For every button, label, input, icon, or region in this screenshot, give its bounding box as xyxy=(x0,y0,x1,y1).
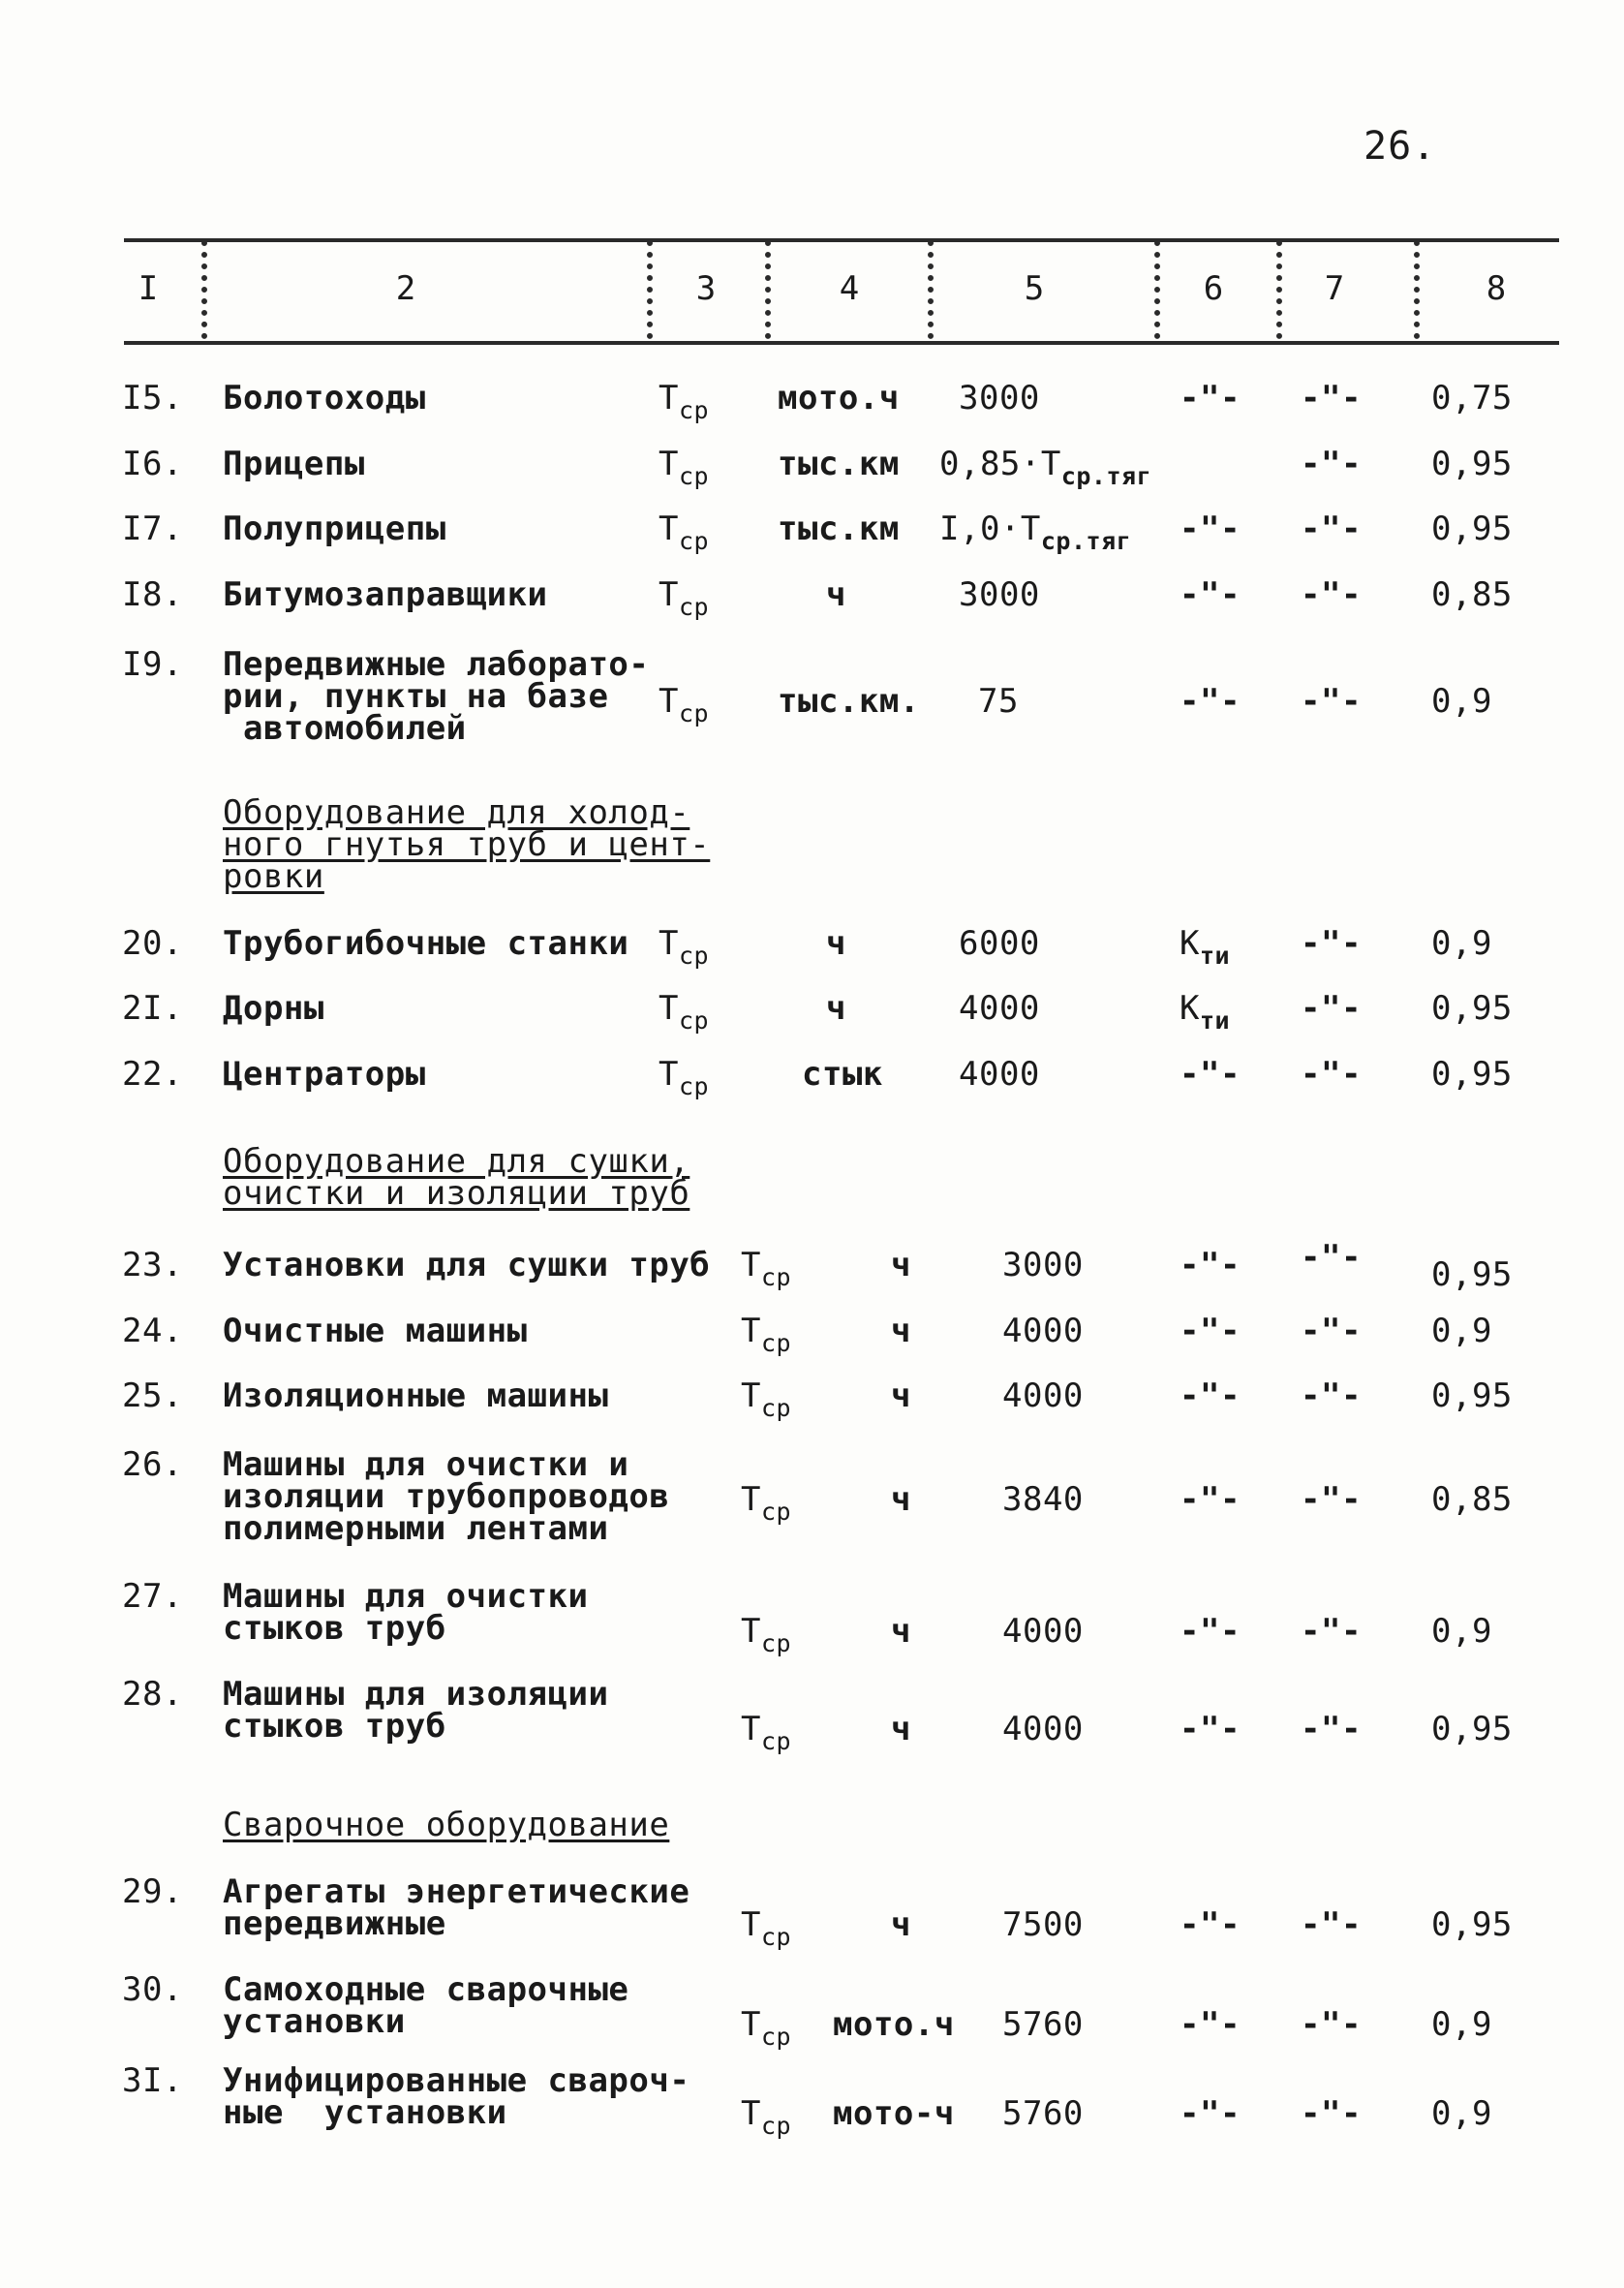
row-number: I6. xyxy=(122,445,183,483)
unit-cell: ч xyxy=(891,1710,911,1748)
column-6-cell xyxy=(1180,1246,1241,1284)
column-6-main: -"- xyxy=(1180,1312,1241,1350)
equipment-name: Трубогибочные станки xyxy=(223,924,629,963)
parameter-subscript: ср xyxy=(678,593,710,621)
column-separator xyxy=(201,240,207,339)
column-6-subscript: ти xyxy=(1199,1006,1231,1035)
equipment-name: Битумозаправщики xyxy=(223,575,548,614)
column-separator xyxy=(928,240,934,339)
page-number: 26. xyxy=(1364,124,1437,169)
column-8-cell: 0,9 xyxy=(1431,924,1492,963)
column-8-cell: 0,9 xyxy=(1431,1612,1492,1651)
equipment-name: Самоходные сварочные установки xyxy=(223,1970,629,2041)
column-7-cell: -"- xyxy=(1301,924,1362,963)
column-8-cell: 0,95 xyxy=(1431,445,1513,483)
row-number: 25. xyxy=(122,1376,183,1415)
unit-cell: мото.ч xyxy=(778,379,900,417)
value-main: 3840 xyxy=(1002,1480,1084,1519)
value-cell xyxy=(1002,1376,1084,1415)
column-8-cell: 0,9 xyxy=(1431,2094,1492,2133)
parameter-cell xyxy=(659,510,710,555)
column-8-cell: 0,95 xyxy=(1431,989,1513,1028)
parameter-cell xyxy=(741,1480,792,1526)
column-6-cell xyxy=(1180,989,1231,1035)
column-header-1: I xyxy=(138,269,159,308)
column-header-8: 8 xyxy=(1486,269,1507,308)
row-number: 27. xyxy=(122,1577,183,1616)
row-number: 24. xyxy=(122,1312,183,1350)
column-6-main: -"- xyxy=(1180,2005,1241,2044)
parameter-subscript: ср xyxy=(678,527,710,555)
value-cell xyxy=(939,445,1152,490)
column-header-3: 3 xyxy=(695,269,717,308)
column-8-cell: 0,9 xyxy=(1431,682,1492,721)
value-cell xyxy=(1002,2005,1084,2044)
column-header-4: 4 xyxy=(839,269,860,308)
column-6-cell xyxy=(1180,1612,1241,1651)
unit-cell: стык xyxy=(802,1055,883,1094)
parameter-symbol: Т xyxy=(741,2094,761,2133)
value-main: 75 xyxy=(978,682,1019,721)
column-separator xyxy=(1154,240,1160,339)
value-subscript: ср.тяг xyxy=(1040,527,1132,555)
table-top-rule xyxy=(124,238,1559,242)
unit-cell: ч xyxy=(826,989,846,1028)
column-6-cell xyxy=(1180,575,1241,614)
section-title: Сварочное оборудование xyxy=(223,1806,670,1844)
section-title: Оборудование для сушки, очистки и изоляции труб xyxy=(223,1142,690,1213)
column-6-main: -"- xyxy=(1180,510,1241,548)
row-number: 2I. xyxy=(122,989,183,1028)
row-number: 29. xyxy=(122,1872,183,1911)
row-number: 22. xyxy=(122,1055,183,1094)
column-6-cell xyxy=(1180,1055,1241,1094)
equipment-name: Агрегаты энергетические передвижные xyxy=(223,1872,690,1943)
value-cell xyxy=(959,924,1040,963)
unit-cell: ч xyxy=(891,1312,911,1350)
table-header-rule xyxy=(124,341,1559,345)
parameter-cell xyxy=(741,2094,792,2140)
parameter-symbol: Т xyxy=(741,2005,761,2044)
column-8-cell: 0,95 xyxy=(1431,1255,1513,1294)
equipment-name: Очистные машины xyxy=(223,1312,528,1350)
column-6-main: -"- xyxy=(1180,682,1241,721)
row-number: I7. xyxy=(122,510,183,548)
column-6-main: -"- xyxy=(1180,1055,1241,1094)
unit-cell: ч xyxy=(891,1905,911,1944)
column-6-main: -"- xyxy=(1180,1710,1241,1748)
value-cell xyxy=(959,1055,1040,1094)
column-6-cell xyxy=(1180,682,1241,721)
unit-cell: ч xyxy=(891,1246,911,1284)
column-6-main: К xyxy=(1180,989,1200,1028)
parameter-cell xyxy=(659,1055,710,1100)
column-8-cell: 0,85 xyxy=(1431,575,1513,614)
column-header-6: 6 xyxy=(1203,269,1224,308)
equipment-name: Унифицированные свароч- ные установки xyxy=(223,2061,690,2132)
value-subscript: ср.тяг xyxy=(1060,462,1152,490)
parameter-symbol: Т xyxy=(741,1710,761,1748)
row-number: I9. xyxy=(122,645,183,684)
value-main: 7500 xyxy=(1002,1905,1084,1944)
unit-cell: мото-ч xyxy=(833,2094,955,2133)
column-7-cell: -"- xyxy=(1301,1710,1362,1748)
column-6-main: -"- xyxy=(1180,1612,1241,1651)
equipment-name: Изоляционные машины xyxy=(223,1376,609,1415)
column-6-cell xyxy=(1180,1710,1241,1748)
parameter-subscript: ср xyxy=(760,1727,792,1755)
parameter-cell xyxy=(659,924,710,970)
column-7-cell: -"- xyxy=(1301,445,1362,483)
parameter-cell xyxy=(741,1246,792,1291)
column-separator xyxy=(647,240,653,339)
column-6-main: -"- xyxy=(1180,2094,1241,2133)
value-cell xyxy=(939,510,1132,555)
column-6-cell xyxy=(1180,1376,1241,1415)
value-main: 4000 xyxy=(1002,1376,1084,1415)
equipment-name: Машины для очистки стыков труб xyxy=(223,1577,589,1648)
parameter-symbol: Т xyxy=(659,924,679,963)
column-6-main: -"- xyxy=(1180,1905,1241,1944)
parameter-cell xyxy=(659,379,710,424)
column-6-cell xyxy=(1180,1905,1241,1944)
value-cell xyxy=(978,682,1019,721)
value-main: 6000 xyxy=(959,924,1040,963)
row-number: 20. xyxy=(122,924,183,963)
value-main: 4000 xyxy=(1002,1710,1084,1748)
value-cell xyxy=(1002,1312,1084,1350)
column-6-cell xyxy=(1180,2005,1241,2044)
unit-cell: ч xyxy=(826,924,846,963)
column-6-cell xyxy=(1180,379,1241,417)
column-7-cell: -"- xyxy=(1301,989,1362,1028)
column-7-cell: -"- xyxy=(1301,1905,1362,1944)
parameter-subscript: ср xyxy=(760,1394,792,1422)
parameter-subscript: ср xyxy=(760,1629,792,1657)
unit-cell: ч xyxy=(826,575,846,614)
parameter-symbol: Т xyxy=(659,379,679,417)
parameter-symbol: Т xyxy=(659,575,679,614)
parameter-symbol: Т xyxy=(741,1376,761,1415)
column-6-cell xyxy=(1180,1480,1241,1519)
row-number: I8. xyxy=(122,575,183,614)
column-separator xyxy=(1276,240,1282,339)
parameter-cell xyxy=(741,2005,792,2051)
column-6-main: -"- xyxy=(1180,379,1241,417)
column-header-5: 5 xyxy=(1024,269,1045,308)
equipment-name: Болотоходы xyxy=(223,379,426,417)
unit-cell: ч xyxy=(891,1480,911,1519)
parameter-subscript: ср xyxy=(678,396,710,424)
parameter-symbol: Т xyxy=(741,1480,761,1519)
column-7-cell: -"- xyxy=(1301,575,1362,614)
column-6-main: -"- xyxy=(1180,1376,1241,1415)
column-8-cell: 0,95 xyxy=(1431,1376,1513,1415)
value-main: 5760 xyxy=(1002,2005,1084,2044)
parameter-symbol: Т xyxy=(741,1612,761,1651)
column-8-cell: 0,95 xyxy=(1431,510,1513,548)
parameter-symbol: Т xyxy=(741,1246,761,1284)
value-cell xyxy=(1002,1710,1084,1748)
parameter-subscript: ср xyxy=(760,1923,792,1951)
parameter-symbol: Т xyxy=(659,682,679,721)
value-main: 0,85·Т xyxy=(939,445,1061,483)
column-header-2: 2 xyxy=(395,269,416,308)
column-7-cell: -"- xyxy=(1301,1055,1362,1094)
column-8-cell: 0,95 xyxy=(1431,1905,1513,1944)
column-8-cell: 0,75 xyxy=(1431,379,1513,417)
equipment-name: Установки для сушки труб xyxy=(223,1246,711,1284)
column-6-main: К xyxy=(1180,924,1200,963)
value-main: 3000 xyxy=(959,575,1040,614)
column-6-cell xyxy=(1180,1312,1241,1350)
value-cell xyxy=(959,575,1040,614)
column-6-subscript: ти xyxy=(1199,942,1231,970)
value-main: 4000 xyxy=(1002,1612,1084,1651)
column-7-cell: -"- xyxy=(1301,2094,1362,2133)
unit-cell: ч xyxy=(891,1612,911,1651)
parameter-subscript: ср xyxy=(678,942,710,970)
column-6-main: -"- xyxy=(1180,575,1241,614)
column-header-7: 7 xyxy=(1324,269,1345,308)
value-cell xyxy=(959,989,1040,1028)
equipment-name: Дорны xyxy=(223,989,324,1028)
parameter-cell xyxy=(741,1710,792,1755)
unit-cell: ч xyxy=(891,1376,911,1415)
row-number: 26. xyxy=(122,1445,183,1484)
value-main: 3000 xyxy=(959,379,1040,417)
parameter-cell xyxy=(659,682,710,727)
parameter-cell xyxy=(659,989,710,1035)
parameter-subscript: ср xyxy=(678,1072,710,1100)
column-7-cell: -"- xyxy=(1301,2005,1362,2044)
equipment-name: Машины для изоляции стыков труб xyxy=(223,1675,609,1746)
row-number: 3I. xyxy=(122,2061,183,2100)
parameter-cell xyxy=(659,445,710,490)
column-7-cell: -"- xyxy=(1301,1376,1362,1415)
column-7-cell: -"- xyxy=(1301,379,1362,417)
parameter-subscript: ср xyxy=(678,699,710,727)
value-cell xyxy=(1002,1246,1084,1284)
parameter-symbol: Т xyxy=(659,510,679,548)
equipment-name: Полуприцепы xyxy=(223,510,446,548)
row-number: 30. xyxy=(122,1970,183,2009)
parameter-cell xyxy=(741,1612,792,1657)
section-title: Оборудование для холод- ного гнутья труб и цент- ровки xyxy=(223,793,711,896)
column-6-cell xyxy=(1180,510,1241,548)
row-number: 28. xyxy=(122,1675,183,1714)
column-8-cell: 0,9 xyxy=(1431,2005,1492,2044)
equipment-name: Прицепы xyxy=(223,445,365,483)
parameter-cell xyxy=(741,1312,792,1357)
value-cell xyxy=(1002,1905,1084,1944)
unit-cell: тыс.км xyxy=(778,445,900,483)
unit-cell: мото.ч xyxy=(833,2005,955,2044)
parameter-cell xyxy=(741,1905,792,1951)
column-6-main: -"- xyxy=(1180,1246,1241,1284)
column-8-cell: 0,9 xyxy=(1431,1312,1492,1350)
column-separator xyxy=(765,240,771,339)
parameter-cell xyxy=(741,1376,792,1422)
parameter-subscript: ср xyxy=(760,1263,792,1291)
parameter-subscript: ср xyxy=(760,2112,792,2140)
row-number: 23. xyxy=(122,1246,183,1284)
column-8-cell: 0,95 xyxy=(1431,1710,1513,1748)
parameter-subscript: ср xyxy=(760,2023,792,2051)
value-cell xyxy=(1002,1480,1084,1519)
parameter-symbol: Т xyxy=(741,1312,761,1350)
equipment-name: Машины для очистки и изоляции трубопроводов полимерными лентами xyxy=(223,1445,670,1548)
value-cell xyxy=(1002,1612,1084,1651)
value-main: 5760 xyxy=(1002,2094,1084,2133)
column-6-main: -"- xyxy=(1180,1480,1241,1519)
unit-cell: тыс.км. xyxy=(778,682,920,721)
value-main: 4000 xyxy=(959,989,1040,1028)
column-8-cell: 0,95 xyxy=(1431,1055,1513,1094)
value-main: 4000 xyxy=(1002,1312,1084,1350)
equipment-name: Передвижные лаборато- рии, пункты на базе автомобилей xyxy=(223,645,650,748)
parameter-symbol: Т xyxy=(741,1905,761,1944)
parameter-subscript: ср xyxy=(760,1329,792,1357)
parameter-subscript: ср xyxy=(760,1498,792,1526)
column-7-cell: -"- xyxy=(1301,1612,1362,1651)
parameter-symbol: Т xyxy=(659,445,679,483)
row-number: I5. xyxy=(122,379,183,417)
column-8-cell: 0,85 xyxy=(1431,1480,1513,1519)
column-6-cell xyxy=(1180,924,1231,970)
parameter-subscript: ср xyxy=(678,1006,710,1035)
value-main: 3000 xyxy=(1002,1246,1084,1284)
column-7-cell: -"- xyxy=(1301,1312,1362,1350)
equipment-name: Центраторы xyxy=(223,1055,426,1094)
column-7-cell: -"- xyxy=(1301,1480,1362,1519)
parameter-symbol: Т xyxy=(659,1055,679,1094)
parameter-cell xyxy=(659,575,710,621)
column-6-cell xyxy=(1180,2094,1241,2133)
column-7-cell: -"- xyxy=(1301,510,1362,548)
parameter-symbol: Т xyxy=(659,989,679,1028)
column-separator xyxy=(1414,240,1420,339)
parameter-subscript: ср xyxy=(678,462,710,490)
column-7-cell: -"- xyxy=(1301,1238,1362,1277)
value-cell xyxy=(959,379,1040,417)
column-7-cell: -"- xyxy=(1301,682,1362,721)
unit-cell: тыс.км xyxy=(778,510,900,548)
value-main: I,0·Т xyxy=(939,510,1041,548)
value-main: 4000 xyxy=(959,1055,1040,1094)
value-cell xyxy=(1002,2094,1084,2133)
